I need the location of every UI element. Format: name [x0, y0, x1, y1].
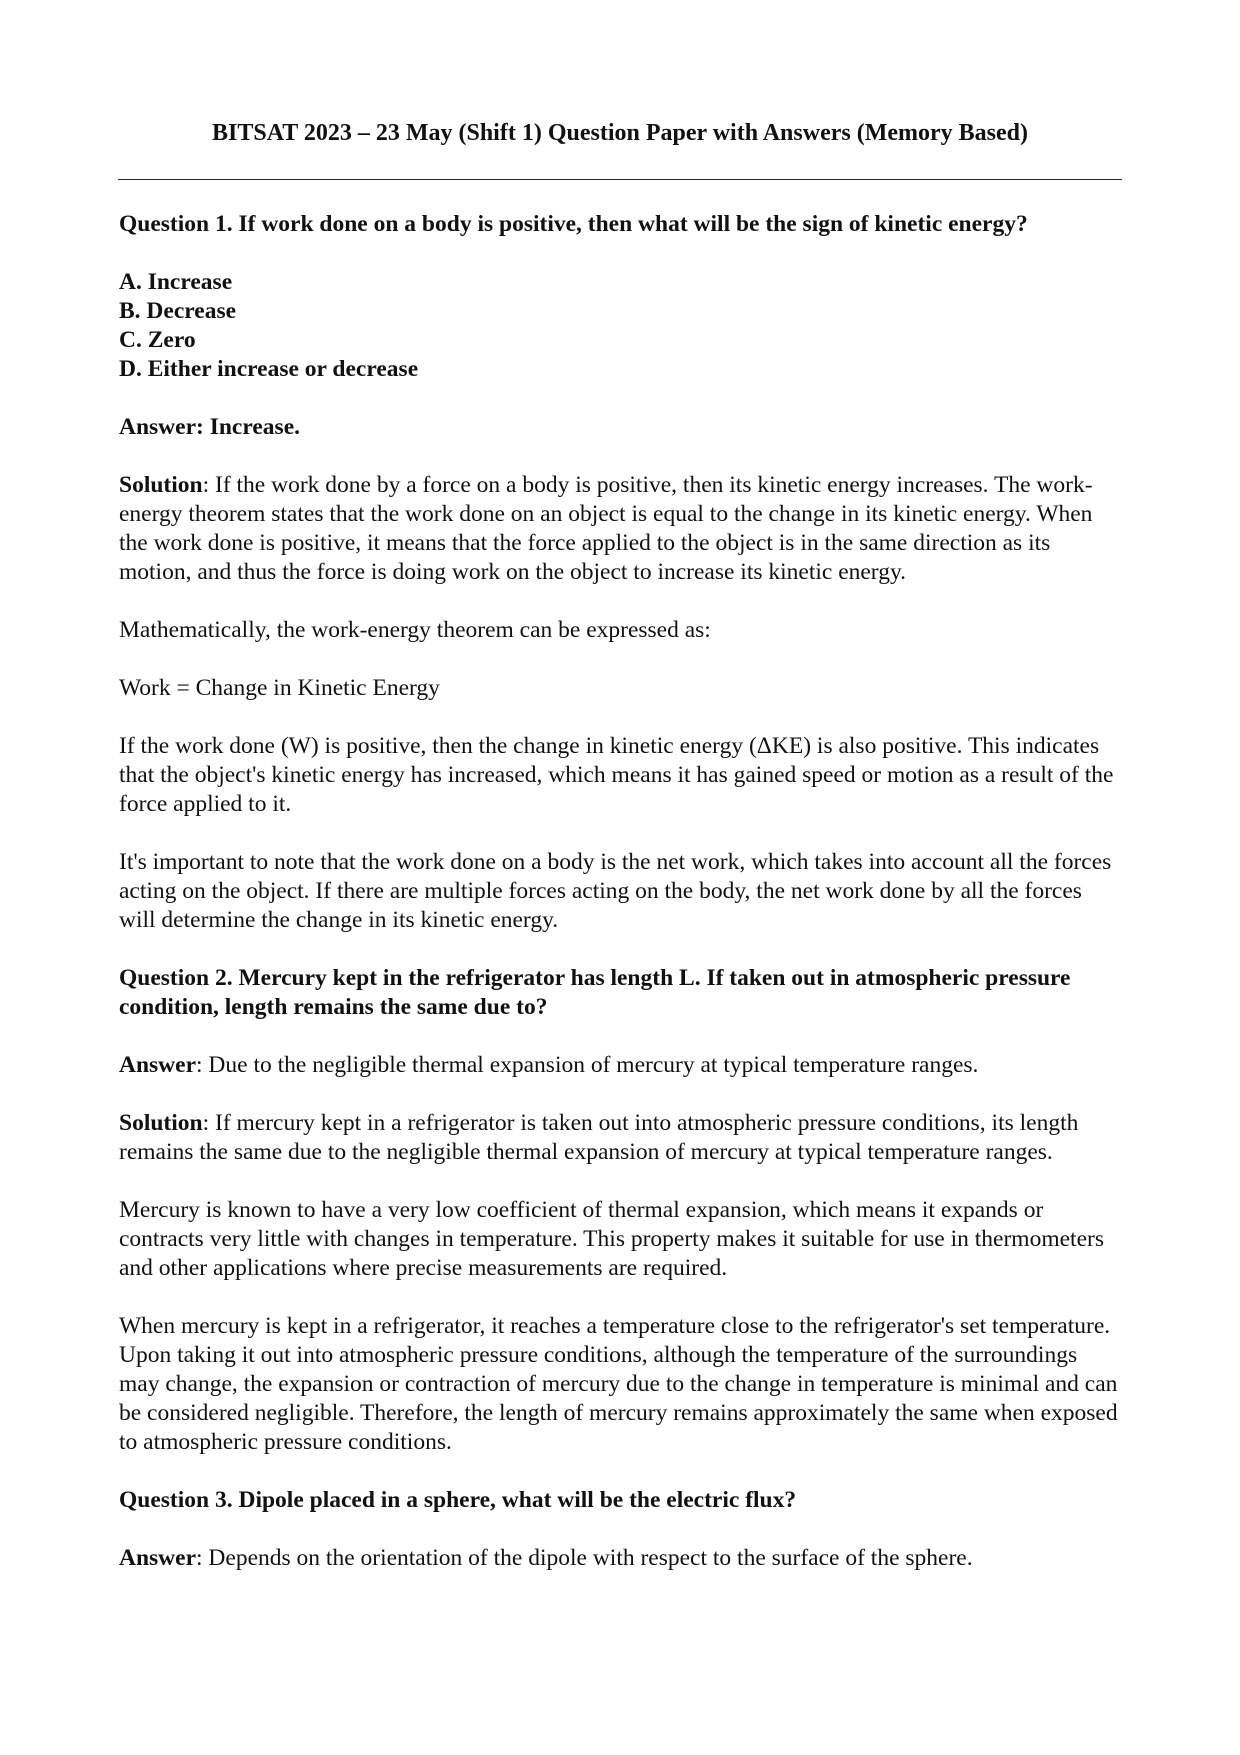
option-c: C. Zero — [119, 327, 196, 353]
question-1-options — [119, 268, 1122, 384]
question-2-solution — [119, 1109, 1122, 1167]
document-title: BITSAT 2023 – 23 May (Shift 1) Question Paper with Answers (Memory Based) — [212, 120, 1028, 146]
question-2-solution-paragraph: When mercury is kept in a refrigerator, it reaches a temperature close to the refrigerator's set temperature. Upon taking it out into atmospheric pressure conditions, although the temperature of the surroundings may change, the expansion or contraction of mercury due to the change in temperature is minimal and can be considered negligible. Therefore, the length of mercury remains approximately the same when exposed to atmospheric pressure conditions. — [119, 1313, 1118, 1455]
option-b: B. Decrease — [119, 298, 237, 324]
answer-label: Answer — [119, 1545, 197, 1571]
solution-text: : If mercury kept in a refrigerator is taken out into atmospheric pressure conditions, its length remains the same due to the negligible thermal expansion of mercury at typical temperature ranges. — [119, 1110, 1079, 1165]
question-3-answer — [119, 1544, 1122, 1573]
option-a: A. Increase — [119, 269, 233, 295]
question-1-solution — [119, 471, 1122, 587]
question-3-text: Question 3. Dipole placed in a sphere, what will be the electric flux? — [119, 1487, 797, 1513]
option-d: D. Either increase or decrease — [119, 356, 419, 382]
document-body — [119, 210, 1122, 1602]
question-2-text: Question 2. Mercury kept in the refrigerator has length L. If taken out in atmospheric pressure condition, length remains the same due to? — [119, 965, 1071, 1020]
answer-label: Answer — [119, 1052, 197, 1078]
question-1-text: Question 1. If work done on a body is positive, then what will be the sign of kinetic energy? — [119, 211, 1028, 237]
solution-label: Solution — [119, 1110, 203, 1136]
question-2-solution-paragraph: Mercury is known to have a very low coefficient of thermal expansion, which means it expands or contracts very little with changes in temperature. This property makes it suitable for use in thermometers and other applications where precise measurements are required. — [119, 1197, 1104, 1281]
title-divider — [118, 179, 1122, 180]
question-2-answer — [119, 1051, 1122, 1080]
answer-text: : Depends on the orientation of the dipole with respect to the surface of the sphere. — [196, 1545, 973, 1571]
question-1-solution-paragraph: Mathematically, the work-energy theorem can be expressed as: — [119, 617, 711, 643]
solution-text: : If the work done by a force on a body is positive, then its kinetic energy increases. The work-energy theorem states that the work done on an object is equal to the change in its kinetic energy. When the work done is positive, it means that the force applied to the object is in the same direction as its motion, and thus the force is doing work on the object to increase its kinetic energy. — [119, 472, 1093, 585]
solution-label: Solution — [119, 472, 203, 498]
question-1-solution-paragraph: If the work done (W) is positive, then the change in kinetic energy (ΔKE) is also positive. This indicates that the object's kinetic energy has increased, which means it has gained speed or motion as a result of the force applied to it. — [119, 733, 1114, 817]
answer-text: : Due to the negligible thermal expansion of mercury at typical temperature ranges. — [196, 1052, 979, 1078]
question-1-formula: Work = Change in Kinetic Energy — [119, 675, 440, 701]
question-1-answer: Answer: Increase. — [119, 414, 301, 440]
question-1-solution-paragraph: It's important to note that the work done on a body is the net work, which takes into account all the forces acting on the object. If there are multiple forces acting on the body, the net work done by all the forces will determine the change in its kinetic energy. — [119, 849, 1112, 933]
